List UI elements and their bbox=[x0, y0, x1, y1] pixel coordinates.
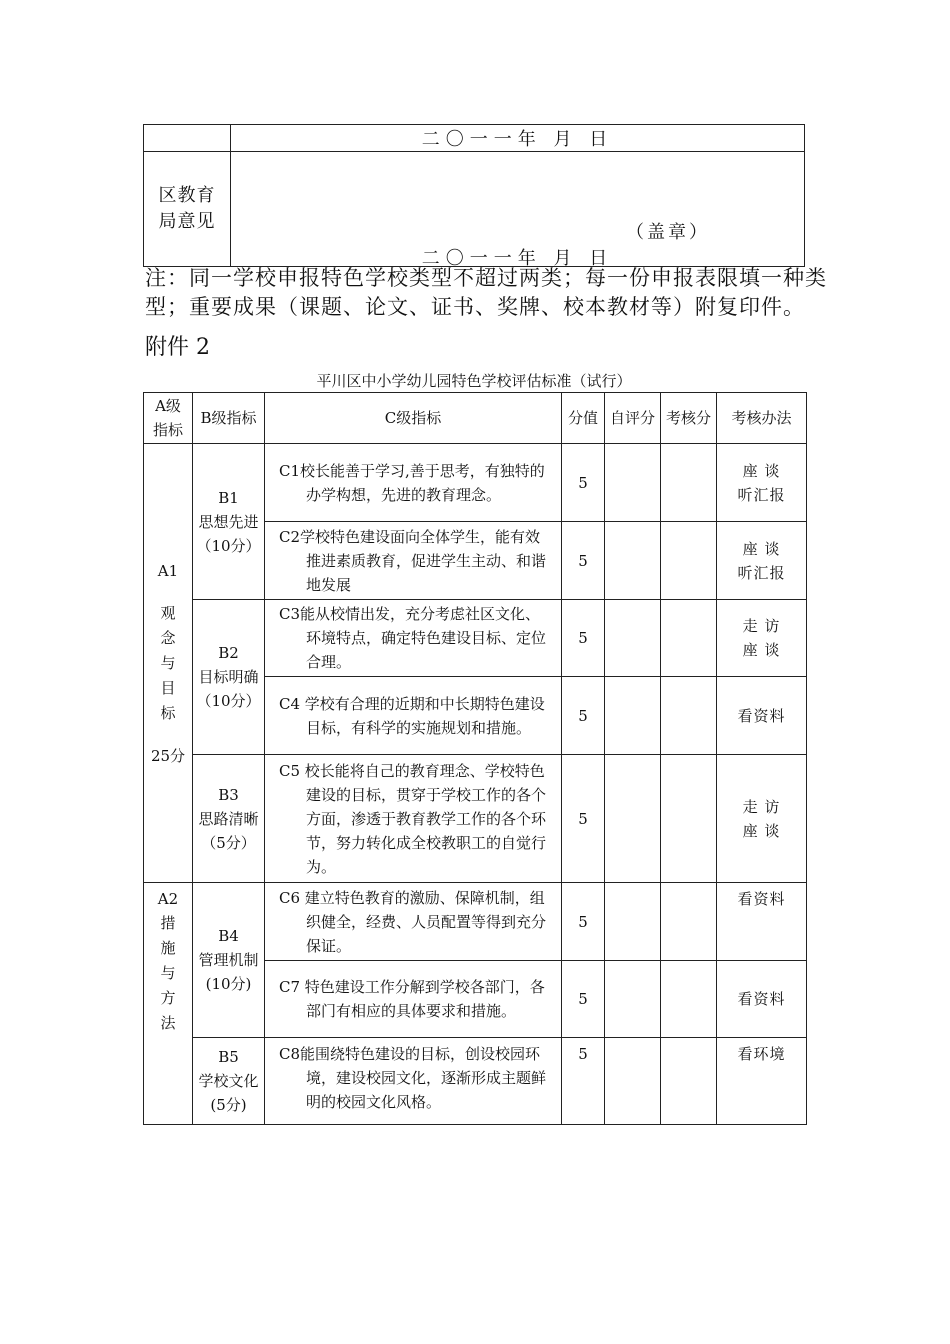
date-cell-1: 二〇一一年 月 日 bbox=[231, 125, 805, 152]
c4-self-score[interactable] bbox=[605, 677, 661, 755]
bureau-opinion-cell bbox=[231, 152, 805, 267]
c8-score: 5 bbox=[562, 1038, 605, 1125]
c7-method: 看资料 bbox=[717, 961, 807, 1038]
date-row bbox=[144, 125, 805, 152]
b5-cell bbox=[193, 1038, 265, 1125]
c3-self-score[interactable] bbox=[605, 600, 661, 677]
c1-self-score[interactable] bbox=[605, 444, 661, 522]
c4-score: 5 bbox=[562, 677, 605, 755]
c2-review-score[interactable] bbox=[661, 522, 717, 600]
c8-review-score[interactable] bbox=[661, 1038, 717, 1125]
b1-name: 思想先进 bbox=[198, 512, 259, 531]
note-text: 注：同一学校申报特色学校类型不超过两类；每一份申报表限填一种类型；重要成果（课题、论文、证书、奖牌、校本教材等）附复印件。 bbox=[145, 266, 827, 319]
c5-review-score[interactable] bbox=[661, 755, 717, 883]
c6-cell bbox=[265, 883, 562, 961]
seal-label: （盖章） bbox=[626, 222, 710, 243]
c3-method: 走 访 座 谈 bbox=[717, 600, 807, 677]
c3-review-score[interactable] bbox=[661, 600, 717, 677]
bureau-opinion-text: 区教育局意见 bbox=[158, 185, 216, 232]
a2-name: 措施与方法 bbox=[160, 914, 176, 1032]
attachment-label: 附件 2 bbox=[145, 335, 210, 360]
c7-review-score[interactable] bbox=[661, 961, 717, 1038]
c4-cell bbox=[265, 677, 562, 755]
header-review-score: 考核分 bbox=[661, 393, 717, 444]
header-b: B级指标 bbox=[193, 393, 265, 444]
c5-self-score[interactable] bbox=[605, 755, 661, 883]
b3-score: （5分） bbox=[201, 833, 256, 852]
c8-cell bbox=[265, 1038, 562, 1125]
b2-name: 目标明确 bbox=[198, 668, 259, 686]
c5-text: C5 校长能将自己的教育理念、学校特色建设的目标，贯穿于学校工作的各个方面，渗透于教育教学工作的各个环节，努力转化成全校教职工的自觉行为。 bbox=[279, 761, 547, 876]
b2-cell bbox=[193, 600, 265, 755]
b2-code: B2 bbox=[218, 644, 239, 662]
b4-score: (10分) bbox=[205, 975, 252, 993]
c6-text: C6 建立特色教育的激励、保障机制，组织健全，经费、人员配置等得到充分保证。 bbox=[279, 888, 547, 955]
a1-score: 25分 bbox=[150, 746, 186, 765]
c3-score: 5 bbox=[562, 600, 605, 677]
c6-method: 看资料 bbox=[717, 883, 807, 961]
date-cell-2: 二〇一一年 月 日 bbox=[421, 248, 614, 269]
standard-title: 平川区中小学幼儿园特色学校评估标准（试行） bbox=[316, 372, 632, 390]
c3-cell bbox=[265, 600, 562, 677]
table-row bbox=[144, 883, 807, 961]
c8-text: C8能围绕特色建设的目标，创设校园环境，建设校园文化，逐渐形成主题鲜明的校园文化风格。 bbox=[279, 1045, 547, 1111]
b1-code: B1 bbox=[218, 488, 239, 507]
b3-cell bbox=[193, 755, 265, 883]
a2-code: A2 bbox=[157, 890, 179, 908]
c4-method: 看资料 bbox=[717, 677, 807, 755]
b5-score: (5分) bbox=[210, 1096, 247, 1114]
c8-self-score[interactable] bbox=[605, 1038, 661, 1125]
a1-cell bbox=[144, 444, 193, 883]
table-row bbox=[144, 755, 807, 883]
c1-review-score[interactable] bbox=[661, 444, 717, 522]
c6-review-score[interactable] bbox=[661, 883, 717, 961]
evaluation-table bbox=[143, 392, 807, 1125]
b4-cell bbox=[193, 883, 265, 1038]
a2-cell bbox=[144, 883, 193, 1125]
opinion-table bbox=[143, 124, 805, 267]
header-c: C级指标 bbox=[265, 393, 562, 444]
b4-code: B4 bbox=[218, 927, 239, 945]
c2-score: 5 bbox=[562, 522, 605, 600]
c4-review-score[interactable] bbox=[661, 677, 717, 755]
c1-text: C1校长能善于学习,善于思考，有独特的办学构想，先进的教育理念。 bbox=[279, 461, 545, 504]
c1-cell bbox=[265, 444, 562, 522]
c6-self-score[interactable] bbox=[605, 883, 661, 961]
b1-cell bbox=[193, 444, 265, 600]
b5-name: 学校文化 bbox=[198, 1072, 259, 1090]
c7-text: C7 特色建设工作分解到学校各部门，各部门有相应的具体要求和措施。 bbox=[279, 978, 545, 1020]
c7-score: 5 bbox=[562, 961, 605, 1038]
table-row bbox=[144, 444, 807, 522]
header-score: 分值 bbox=[562, 393, 605, 444]
c2-method: 座 谈 听汇报 bbox=[717, 522, 807, 600]
header-a: A级指标 bbox=[144, 393, 193, 444]
c5-score: 5 bbox=[562, 755, 605, 883]
b1-score: （10分） bbox=[196, 536, 261, 555]
a1-name: 观念与目标 bbox=[160, 603, 176, 722]
c8-method: 看环境 bbox=[717, 1038, 807, 1125]
c2-cell bbox=[265, 522, 562, 600]
c4-text: C4 学校有合理的近期和中长期特色建设目标，有科学的实施规划和措施。 bbox=[279, 694, 545, 737]
c1-method: 座 谈 听汇报 bbox=[717, 444, 807, 522]
c3-text: C3能从校情出发，充分考虑社区文化、环境特点，确定特色建设目标、定位合理。 bbox=[279, 605, 547, 671]
header-method: 考核办法 bbox=[717, 393, 807, 444]
c2-text: C2学校特色建设面向全体学生，能有效推进素质教育，促进学生主动、和谐地发展 bbox=[279, 527, 547, 594]
a1-code: A1 bbox=[157, 561, 179, 580]
header-self-score: 自评分 bbox=[605, 393, 661, 444]
c7-self-score[interactable] bbox=[605, 961, 661, 1038]
c5-cell bbox=[265, 755, 562, 883]
bureau-opinion-label bbox=[144, 152, 231, 267]
c2-self-score[interactable] bbox=[605, 522, 661, 600]
c7-cell bbox=[265, 961, 562, 1038]
header-row bbox=[144, 393, 807, 444]
b3-code: B3 bbox=[218, 785, 239, 804]
b2-score: （10分） bbox=[196, 692, 261, 710]
table-row bbox=[144, 600, 807, 677]
bureau-opinion-row bbox=[144, 152, 805, 267]
table-row bbox=[144, 1038, 807, 1125]
c6-score: 5 bbox=[562, 883, 605, 961]
blank-cell bbox=[144, 125, 231, 152]
b5-code: B5 bbox=[218, 1048, 239, 1066]
c5-method: 走 访 座 谈 bbox=[717, 755, 807, 883]
b3-name: 思路清晰 bbox=[198, 809, 259, 828]
b4-name: 管理机制 bbox=[198, 951, 259, 969]
c1-score: 5 bbox=[562, 444, 605, 522]
